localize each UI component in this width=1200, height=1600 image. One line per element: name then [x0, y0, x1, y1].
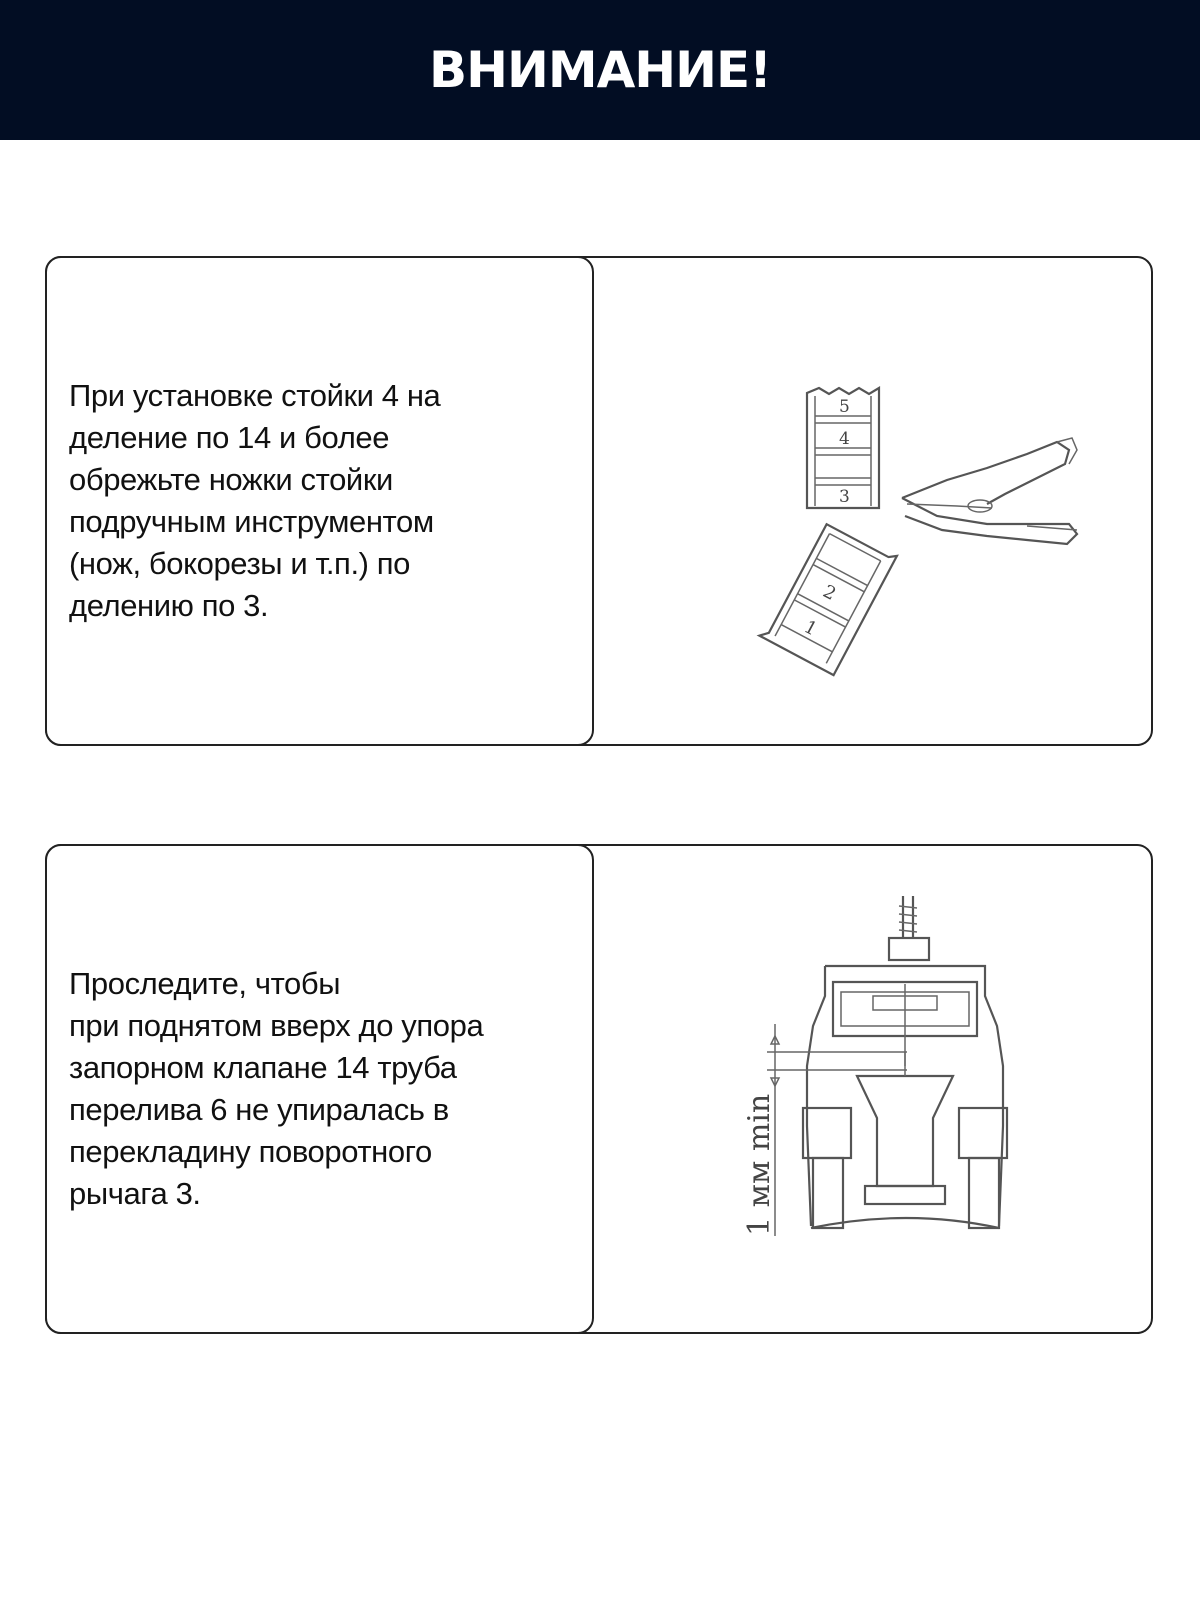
division-label-3: 3	[839, 487, 850, 507]
trim-legs-illustration	[607, 268, 1147, 738]
valve-clearance-illustration	[607, 856, 1147, 1326]
ruler-upper	[807, 388, 879, 508]
header-banner	[0, 0, 1200, 140]
instruction-text-panel-1	[45, 256, 594, 746]
clearance-label: 1 мм min	[742, 1093, 777, 1236]
division-label-5: 5	[839, 397, 850, 417]
instruction-card-1	[45, 256, 1153, 746]
instruction-card-2	[45, 844, 1153, 1334]
division-label-4: 4	[839, 429, 850, 449]
threaded-stud	[889, 896, 929, 960]
side-cutters-icon	[902, 438, 1077, 544]
instruction-text-2: Проследите, чтобы при поднятом вверх до упора запорном клапане 14 труба перелива 6 не упиралась в перекладину поворотного рычага 3.	[69, 966, 484, 1211]
division-label-2: 2	[819, 581, 840, 605]
ruler-lower	[759, 516, 897, 675]
division-label-1: 1	[800, 616, 821, 641]
valve-clearance-drawing	[607, 856, 1147, 1326]
instruction-text-panel-2	[45, 844, 594, 1334]
instruction-text-1: При установке стойки 4 на деление по 14 и более обрежьте ножки стойки подручным инструментом (нож, бокорезы и т.п.) по делению по 3.	[69, 378, 441, 623]
overflow-tube	[857, 1052, 953, 1204]
page-title: ВНИМАНИЕ!	[429, 41, 771, 99]
side-clamps	[803, 1108, 1007, 1228]
trim-legs-drawing	[607, 268, 1147, 738]
